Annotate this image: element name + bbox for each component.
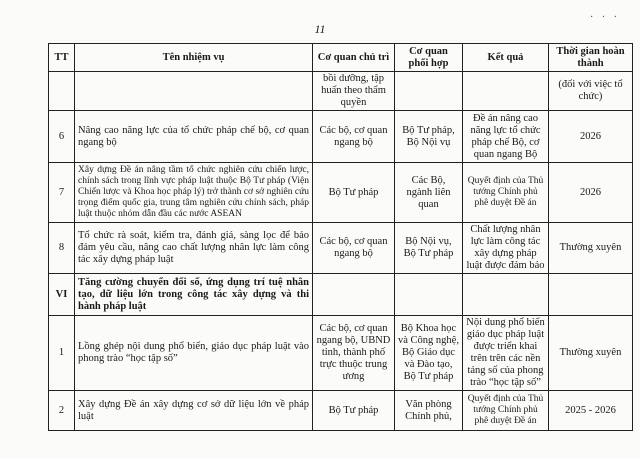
cell-lead: Các bộ, cơ quan ngang bộ bbox=[313, 111, 395, 163]
header-result: Kết quả bbox=[463, 44, 549, 72]
table-header-row bbox=[49, 44, 633, 72]
cell-time: 2026 bbox=[549, 111, 633, 163]
cell-time: Thường xuyên bbox=[549, 316, 633, 391]
scan-speckles: · · · bbox=[590, 12, 620, 23]
cell-task: Tổ chức rà soát, kiểm tra, đánh giá, sàng lọc để bảo đảm yêu cầu, nâng cao chất lượng nhân lực làm công tác xây dựng pháp luật bbox=[75, 223, 313, 274]
cell-task: Nâng cao năng lực của tổ chức pháp chế bộ, cơ quan ngang bộ bbox=[75, 111, 313, 163]
cell-time: 2026 bbox=[549, 163, 633, 223]
cell-coop: Bộ Tư pháp, Bộ Nội vụ bbox=[395, 111, 463, 163]
header-lead-agency: Cơ quan chủ trì bbox=[313, 44, 395, 72]
cell-time: (đối với việc tổ chức) bbox=[549, 72, 633, 111]
header-task: Tên nhiệm vụ bbox=[75, 44, 313, 72]
section-row bbox=[49, 274, 633, 316]
table-row bbox=[49, 111, 633, 163]
cell-result: Quyết định của Thủ tướng Chính phủ phê duyệt Đề án bbox=[463, 163, 549, 223]
cell-coop: Bộ Khoa học và Công nghệ, Bộ Giáo dục và Đào tạo, Bộ Tư pháp bbox=[395, 316, 463, 391]
cell-coop: Các Bộ, ngành liên quan bbox=[395, 163, 463, 223]
cell-result: Nội dung phổ biến giáo dục pháp luật được triển khai trên trên các nền tảng số của phong trào “học tập số” bbox=[463, 316, 549, 391]
cell-time: 2025 - 2026 bbox=[549, 391, 633, 431]
cell-lead: Bộ Tư pháp bbox=[313, 391, 395, 431]
cell-result: Chất lượng nhân lực làm công tác xây dựng pháp luật được đảm bảo bbox=[463, 223, 549, 274]
table-row bbox=[49, 72, 633, 111]
cell-time: Thường xuyên bbox=[549, 223, 633, 274]
cell-task: Xây dựng Đề án nâng tầm tổ chức nghiên cứu chiến lược, chính sách trong lĩnh vực pháp luật thuộc Bộ Tư pháp (Viện Chiến lược và Khoa học pháp lý) trở thành cơ sở nghiên cứu trọng điểm quốc gia, trung tâm nghiên cứu chính sách, pháp luật thuộc nhóm dẫn đầu các nước ASEAN bbox=[75, 163, 313, 223]
page-number: 11 bbox=[314, 22, 326, 36]
header-tt: TT bbox=[49, 44, 75, 72]
table-row bbox=[49, 223, 633, 274]
section-title: Tăng cường chuyển đổi số, ứng dụng trí tuệ nhân tạo, dữ liệu lớn trong công tác xây dựng và thi hành pháp luật bbox=[75, 274, 313, 316]
cell-result: Quyết định của Thủ tướng Chính phủ phê duyệt Đề án bbox=[463, 391, 549, 431]
task-table bbox=[48, 43, 633, 431]
cell-lead: bồi dưỡng, tập huấn theo thẩm quyền bbox=[313, 72, 395, 111]
header-completion-time: Thời gian hoàn thành bbox=[549, 44, 633, 72]
cell-tt: 7 bbox=[49, 163, 75, 223]
table-row bbox=[49, 163, 633, 223]
cell-tt: 6 bbox=[49, 111, 75, 163]
cell-coop: Bộ Nội vụ, Bộ Tư pháp bbox=[395, 223, 463, 274]
cell-tt: 2 bbox=[49, 391, 75, 431]
cell-lead: Các bộ, cơ quan ngang bộ, UBND tỉnh, thành phố trực thuộc trung ương bbox=[313, 316, 395, 391]
cell-tt: 1 bbox=[49, 316, 75, 391]
cell-task: Lồng ghép nội dung phổ biến, giáo dục pháp luật vào phong trào “học tập số” bbox=[75, 316, 313, 391]
cell-result: Đề án nâng cao năng lực tổ chức pháp chế Bộ, cơ quan ngang Bộ bbox=[463, 111, 549, 163]
table-row bbox=[49, 391, 633, 431]
header-coordinating-agency: Cơ quan phối hợp bbox=[395, 44, 463, 72]
cell-coop: Văn phòng Chính phủ, bbox=[395, 391, 463, 431]
section-number: VI bbox=[49, 274, 75, 316]
cell-lead: Các bộ, cơ quan ngang bộ bbox=[313, 223, 395, 274]
table-row bbox=[49, 316, 633, 391]
cell-lead: Bộ Tư pháp bbox=[313, 163, 395, 223]
cell-task: Xây dựng Đề án xây dựng cơ sở dữ liệu lớn về pháp luật bbox=[75, 391, 313, 431]
cell-tt: 8 bbox=[49, 223, 75, 274]
